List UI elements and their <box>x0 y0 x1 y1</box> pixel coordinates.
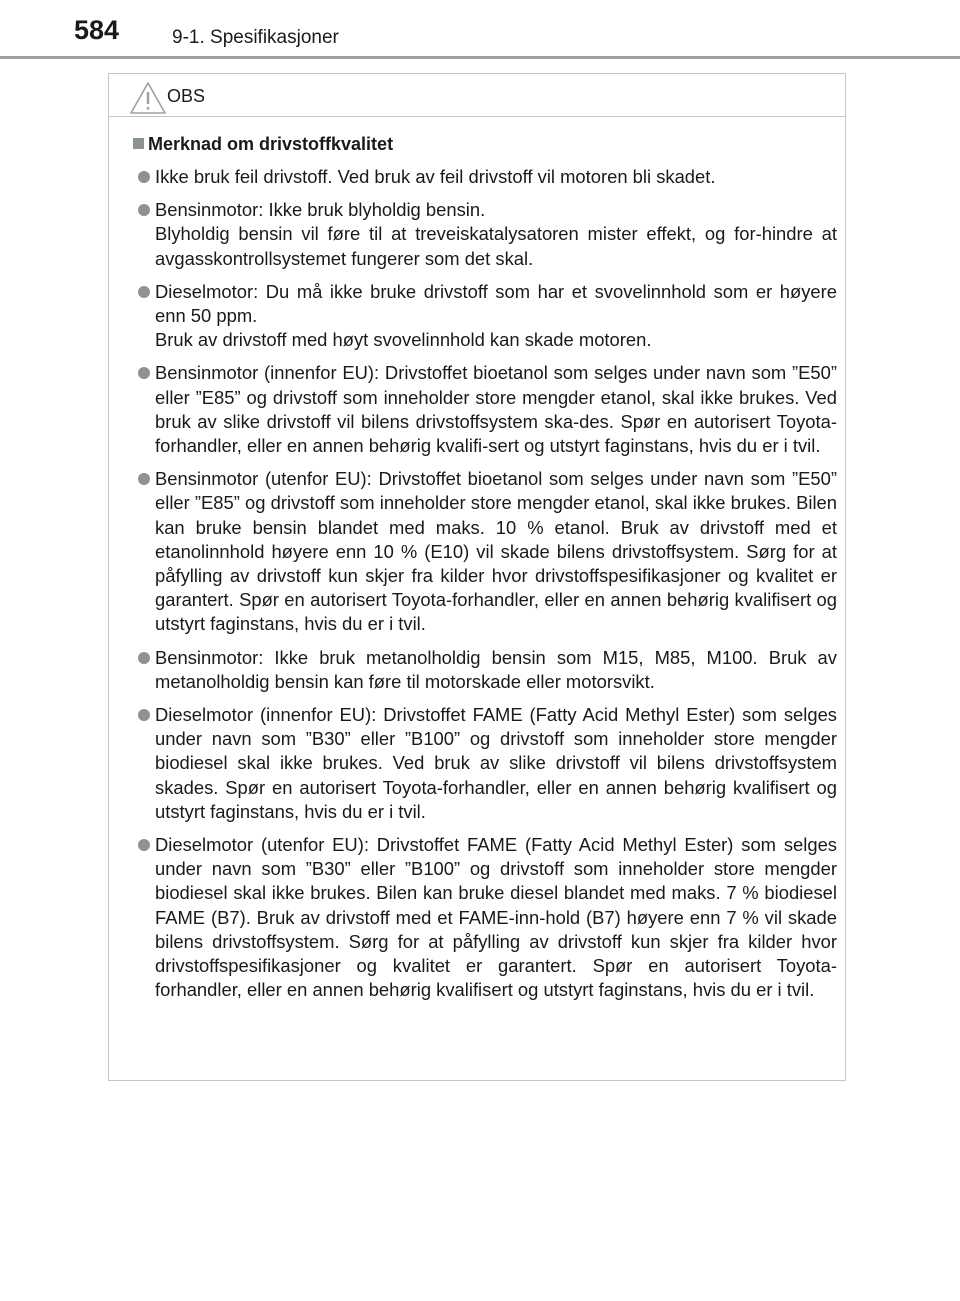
round-bullet-icon <box>138 367 150 379</box>
notice-box <box>108 73 846 1081</box>
page-number: 584 <box>74 15 120 45</box>
section-title: 9-1. Spesifikasjoner <box>172 27 339 48</box>
notice-header <box>109 74 845 117</box>
header-rule <box>0 56 960 59</box>
list-item <box>155 646 837 694</box>
square-bullet-icon <box>133 138 144 149</box>
round-bullet-icon <box>138 286 150 298</box>
notice-label: OBS <box>167 86 206 106</box>
bullet-list <box>109 165 845 1003</box>
list-item <box>155 833 837 1002</box>
warning-triangle-icon <box>129 81 167 115</box>
list-item-text: Ikke bruk feil drivstoff. Ved bruk av feil drivstoff vil motoren bli skadet. <box>155 166 716 187</box>
notice-body <box>109 132 845 1012</box>
list-item <box>155 361 837 458</box>
list-item <box>155 467 837 636</box>
list-item-text: Bruk av drivstoff med høyt svovelinnhold kan skade motoren. <box>155 329 652 351</box>
round-bullet-icon <box>138 652 150 664</box>
round-bullet-icon <box>138 709 150 721</box>
list-item-text: Dieselmotor: Du må ikke bruke drivstoff som har et svovelinnhold som er høyere enn 50 ppm. <box>155 280 837 327</box>
subheading <box>133 132 845 156</box>
round-bullet-icon <box>138 171 150 183</box>
page-header <box>0 0 960 60</box>
list-item-text: Bensinmotor: Ikke bruk metanolholdig bensin som M15, M85, M100. Bruk av metanolholdig bensin kan føre til motorskade eller motorsvikt. <box>155 646 837 692</box>
list-item-text: Blyholdig bensin vil føre til at treveiskatalysatoren mister effekt, og for-hindre at avgasskontrollsystemet fungerer som det skal. <box>155 223 837 269</box>
list-item-text: Bensinmotor (innenfor EU): Drivstoffet bioetanol som selges under navn som ”E50” eller ”E85” og drivstoff som inneholder store mengder etanol, skal ikke brukes. Ved bruk av slike drivstoff vil bilens drivstoffsystem ska-des. Spør en autorisert Toyota-forhandler, eller en annen behørig kvalifi-sert og utstyrt faginstans, hvis du er i tvil. <box>155 362 837 457</box>
list-item-text: Bensinmotor: Ikke bruk blyholdig bensin. <box>155 199 486 221</box>
list-item-text: Dieselmotor (innenfor EU): Drivstoffet FAME (Fatty Acid Methyl Ester) som selges under navn som ”B30” eller ”B100” og drivstoff som inneholder store mengder biodiesel skal ikke brukes. Ved bruk av slike drivstoff vil bilens drivstoffsystem skades. Spør en autorisert Toyota-forhandler, eller en annen behørig kvalifisert og utstyrt faginstans, hvis du er i tvil. <box>155 704 837 822</box>
list-item-text: Bensinmotor (utenfor EU): Drivstoffet bioetanol som selges under navn som ”E50” eller ”E85” og drivstoff som inneholder store mengder etanol, skal ikke brukes. Bilen kan bruke bensin blandet med maks. 10 % etanol. Bruk av drivstoff med et etanolinnhold høyere enn 10 % (E10) vil skade bilens drivstoffsystem. Sørg for at påfylling av drivstoff kun skjer fra kilder hvor drivstoffspesifikasjoner og kvalitet er garantert. Spør en autorisert Toyota-forhandler, eller en annen behørig kvalifisert og utstyrt faginstans, hvis du er i tvil. <box>155 468 837 635</box>
round-bullet-icon <box>138 204 150 216</box>
list-item <box>155 165 837 189</box>
round-bullet-icon <box>138 839 150 851</box>
list-item <box>155 198 837 271</box>
subheading-text: Merknad om drivstoffkvalitet <box>148 134 394 154</box>
list-item <box>155 703 837 824</box>
list-item <box>155 280 837 353</box>
list-item-text: Dieselmotor (utenfor EU): Drivstoffet FAME (Fatty Acid Methyl Ester) som selges under navn som ”B30” eller ”B100” og drivstoff som inneholder store mengder biodiesel skal ikke brukes. Bilen kan bruke diesel blandet med maks. 7 % biodiesel FAME (B7). Bruk av drivstoff med et FAME-inn-hold (B7) høyere enn 7 % vil skade bilens drivstoffsystem. Sørg for at påfylling av drivstoff kun skjer fra kilder hvor drivstoffspesifikasjoner og kvalitet er garantert. Spør en autorisert Toyota-forhandler, eller en annen behørig kvalifisert og utstyrt faginstans, hvis du er i tvil. <box>155 834 837 1001</box>
round-bullet-icon <box>138 473 150 485</box>
